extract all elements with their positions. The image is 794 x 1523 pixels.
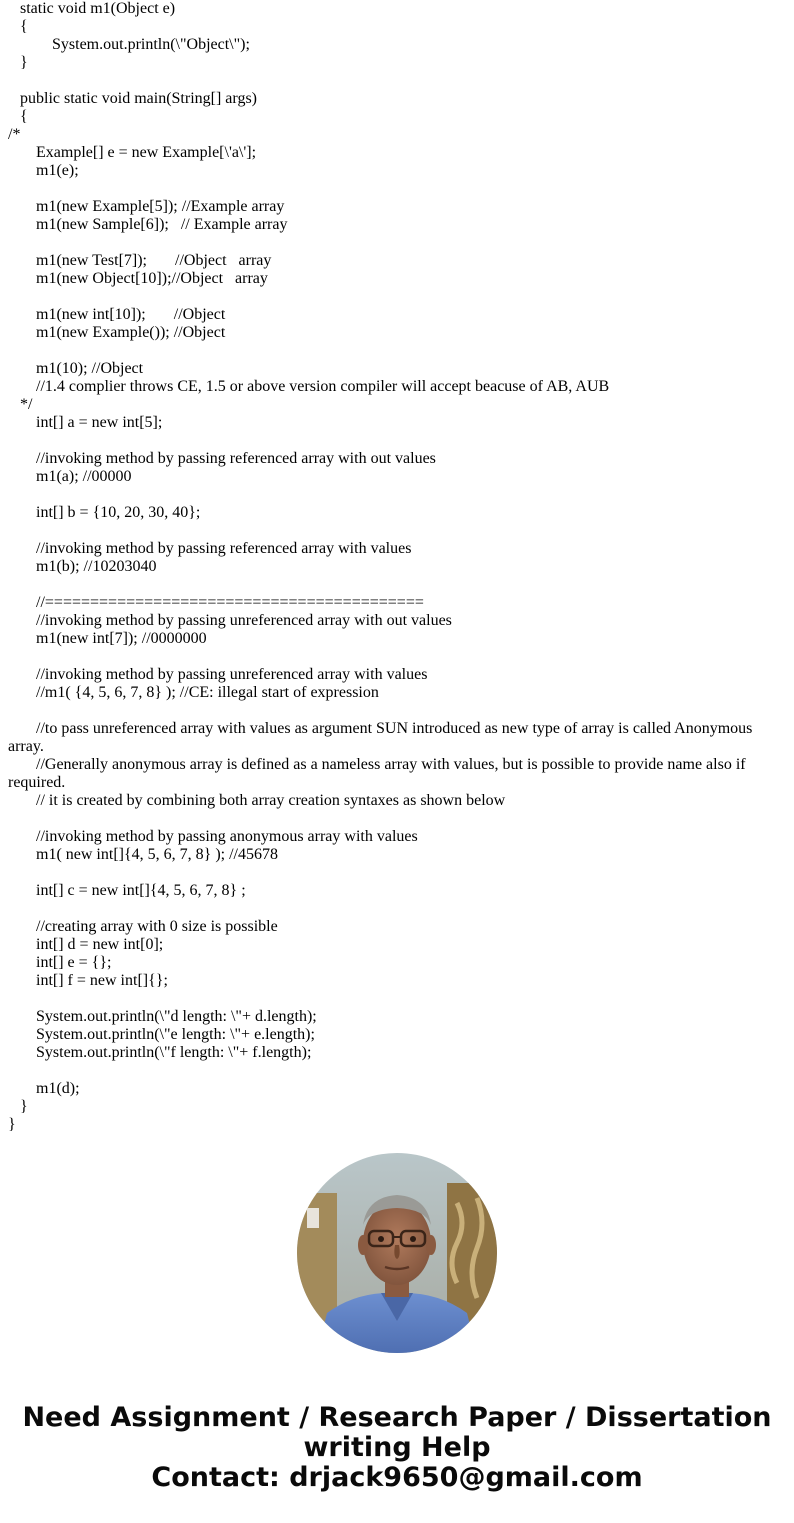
code-line bbox=[8, 1062, 786, 1080]
code-line: m1(new Sample[6]); // Example array bbox=[8, 216, 288, 233]
code-line: { bbox=[8, 108, 28, 125]
code-line bbox=[8, 810, 786, 828]
code-line: //Generally anonymous array is defined as a nameless array with values, but is possible to provide name also if required. bbox=[8, 756, 750, 791]
contact-footer bbox=[0, 1403, 794, 1493]
code-line: //to pass unreferenced array with values as argument SUN introduced as new type of array is called Anonymous array. bbox=[8, 720, 757, 755]
code-line: System.out.println(\"f length: \"+ f.length); bbox=[8, 1044, 312, 1061]
code-line: } bbox=[8, 1116, 16, 1133]
code-line: m1(b); //10203040 bbox=[8, 558, 157, 575]
footer-contact: Contact: drjack9650@gmail.com bbox=[151, 1462, 643, 1493]
code-line: Example[] e = new Example[\'a\']; bbox=[8, 144, 257, 161]
code-line: public static void main(String[] args) bbox=[8, 90, 257, 107]
code-line bbox=[8, 864, 786, 882]
code-line: System.out.println(\"d length: \"+ d.length); bbox=[8, 1008, 317, 1025]
code-line: m1(new Test[7]); //Object array bbox=[8, 252, 272, 269]
code-line: m1(10); //Object bbox=[8, 360, 144, 377]
code-line bbox=[8, 72, 786, 90]
code-line: //creating array with 0 size is possible bbox=[8, 918, 278, 935]
code-line: m1(new int[7]); //0000000 bbox=[8, 630, 207, 647]
code-line: //invoking method by passing unreferenced array with out values bbox=[8, 612, 452, 629]
code-line: m1(new int[10]); //Object bbox=[8, 306, 226, 323]
code-line bbox=[8, 180, 786, 198]
code-line: m1(e); bbox=[8, 162, 79, 179]
code-line: m1(new Object[10]);//Object array bbox=[8, 270, 268, 287]
code-line: m1(a); //00000 bbox=[8, 468, 132, 485]
code-listing bbox=[8, 0, 786, 1134]
code-line: m1(d); bbox=[8, 1080, 80, 1097]
code-line: //invoking method by passing unreferenced array with values bbox=[8, 666, 428, 683]
code-line bbox=[8, 576, 786, 594]
code-line bbox=[8, 648, 786, 666]
code-line bbox=[8, 990, 786, 1008]
code-line: } bbox=[8, 1098, 28, 1115]
code-line: int[] f = new int[]{}; bbox=[8, 972, 168, 989]
footer-subline: writing Help bbox=[303, 1432, 491, 1463]
code-line: //invoking method by passing anonymous array with values bbox=[8, 828, 418, 845]
code-line: System.out.println(\"e length: \"+ e.length); bbox=[8, 1026, 315, 1043]
code-line: } bbox=[8, 54, 28, 71]
code-line bbox=[8, 522, 786, 540]
code-line: int[] c = new int[]{4, 5, 6, 7, 8} ; bbox=[8, 882, 246, 899]
code-line: //invoking method by passing referenced array with out values bbox=[8, 450, 436, 467]
code-line: //invoking method by passing referenced array with values bbox=[8, 540, 412, 557]
code-line: int[] b = {10, 20, 30, 40}; bbox=[8, 504, 201, 521]
code-line: m1(new Example()); //Object bbox=[8, 324, 226, 341]
code-line bbox=[8, 900, 786, 918]
code-line: //m1( {4, 5, 6, 7, 8} ); //CE: illegal start of expression bbox=[8, 684, 379, 701]
code-line bbox=[8, 288, 786, 306]
code-line: /* bbox=[8, 126, 21, 143]
code-line: System.out.println(\"Object\"); bbox=[8, 36, 250, 53]
code-line: int[] e = {}; bbox=[8, 954, 112, 971]
code-line bbox=[8, 432, 786, 450]
code-line: static void m1(Object e) bbox=[8, 0, 176, 17]
code-line: //1.4 complier throws CE, 1.5 or above version compiler will accept beacuse of AB, AUB bbox=[8, 378, 610, 395]
code-line: int[] a = new int[5]; bbox=[8, 414, 163, 431]
author-photo bbox=[297, 1153, 497, 1353]
code-line: //========================================== bbox=[8, 594, 424, 611]
code-line: m1(new Example[5]); //Example array bbox=[8, 198, 285, 215]
code-line: int[] d = new int[0]; bbox=[8, 936, 164, 953]
code-line bbox=[8, 702, 786, 720]
code-line bbox=[8, 342, 786, 360]
code-line: { bbox=[8, 18, 28, 35]
footer-headline: Need Assignment / Research Paper / Dissertation bbox=[22, 1402, 772, 1433]
code-line: // it is created by combining both array creation syntaxes as shown below bbox=[8, 792, 506, 809]
code-line: */ bbox=[8, 396, 33, 413]
code-line: m1( new int[]{4, 5, 6, 7, 8} ); //45678 bbox=[8, 846, 278, 863]
code-line bbox=[8, 486, 786, 504]
code-line bbox=[8, 234, 786, 252]
